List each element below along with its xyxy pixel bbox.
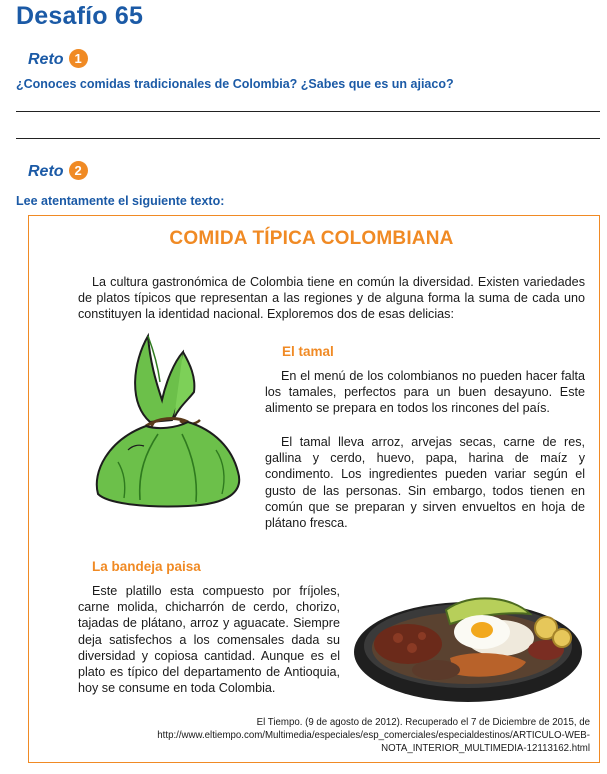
reto-2-label: Reto	[28, 163, 64, 180]
citation: El Tiempo. (9 de agosto de 2012). Recuperado el 7 de Diciembre de 2015, de http://www.eltiempo.com/Multimedia/especiales/esp_comerciales/especialdestinos/ARTICULO-WEB-NOTA_INTERIOR_MULTIMEDIA-12113162.html	[157, 717, 590, 754]
reto-1-number-badge: 1	[69, 49, 88, 68]
reto-2-instruction: Lee atentamente el siguiente texto:	[16, 194, 225, 208]
bandeja-paragraph: Este platillo esta compuesto por fríjoles, carne molida, chicharrón de cerdo, chorizo, tajadas de plátano, arroz y aguacate. Siempre deja satisfechos a los comensales dada su diversidad y copiosa cantidad. Aunque es el plato es típico del departamento de Antioquia, hoy se consume en toda Colombia.	[78, 584, 340, 696]
intro-paragraph: La cultura gastronómica de Colombia tiene en común la diversidad. Existen variedades de platos típicos que representan a las regiones y de alguna forma la suma de cada uno constituyen la identidad nacional. Exploremos dos de esas delicias:	[78, 275, 585, 322]
reto-1-label: Reto	[28, 51, 64, 68]
reto-2-heading	[28, 161, 88, 181]
reto-1-heading	[28, 49, 88, 69]
bandeja-paisa-photo	[350, 588, 586, 706]
reading-title: COMIDA TÍPICA COLOMBIANA	[169, 228, 454, 249]
reto-1-question: ¿Conoces comidas tradicionales de Colombia? ¿Sabes que es un ajiaco?	[16, 77, 454, 91]
tamal-illustration	[88, 322, 246, 510]
bandeja-heading: La bandeja paisa	[92, 559, 201, 574]
tamal-paragraph-1: En el menú de los colombianos no pueden hacer falta los tamales, perfectos para un buen desayuno. Este alimento se prepara en todos los rincones del país.	[265, 369, 585, 416]
tamal-paragraph-2: El tamal lleva arroz, arvejas secas, carne de res, gallina y cerdo, huevo, papa, harina de maíz y condimento. Los ingredientes pueden variar según el gusto de las personas. Sin embargo, todos tienen en común que se preparan y sirven envueltos en hoja de plátano fresca.	[265, 435, 585, 531]
page-title: Desafío 65	[16, 2, 144, 30]
answer-line-1	[16, 111, 600, 112]
tamal-heading: El tamal	[282, 344, 334, 359]
reto-2-number-badge: 2	[69, 161, 88, 180]
answer-line-2	[16, 138, 600, 139]
